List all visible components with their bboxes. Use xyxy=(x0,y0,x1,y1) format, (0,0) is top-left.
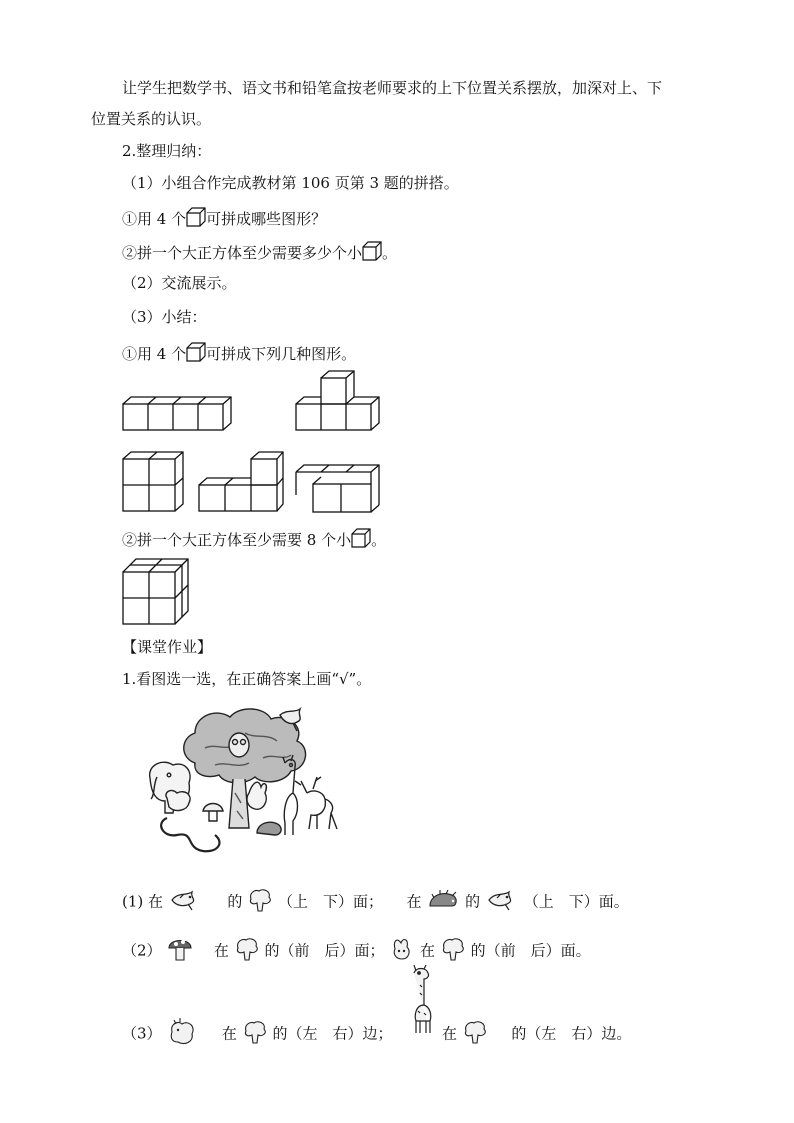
question-1 xyxy=(122,207,326,232)
question-1-post: 可拼成哪些图形？ xyxy=(206,210,327,228)
q1-num: (1) 在 xyxy=(122,892,164,911)
question-2-post: 。 xyxy=(382,244,398,262)
item-3: （3）小结： xyxy=(122,308,207,326)
tree-icon xyxy=(440,936,466,967)
q3-option-1: 的（左 右）边； xyxy=(272,1024,393,1043)
q1-zai-2: 在 xyxy=(406,892,422,911)
q1-option-1: （上 下）面； xyxy=(277,892,383,911)
cube-icon xyxy=(186,207,206,232)
q3-zai-1: 在 xyxy=(221,1024,237,1043)
answer-2-post: 。 xyxy=(371,531,387,549)
section-title: 2.整理归纳： xyxy=(122,142,212,160)
mushroom-icon xyxy=(166,934,194,969)
q3-zai-2: 在 xyxy=(442,1024,458,1043)
cube-icon xyxy=(362,241,382,266)
q2-option-2: 的（前 后）面。 xyxy=(470,941,591,960)
bird-icon xyxy=(168,888,202,917)
para-line-1: 让学生把数学书、语文书和铅笔盒按老师要求的上下位置关系摆放，加深对上、下 xyxy=(122,79,663,97)
homework-heading: 【课堂作业】 xyxy=(122,638,213,656)
question-2 xyxy=(122,241,397,266)
homework-question-1 xyxy=(122,887,629,918)
answer-2-pre: ②拼一个大正方体至少需要 8 个小 xyxy=(122,531,352,549)
tree-icon xyxy=(462,1019,488,1050)
hedgehog-icon xyxy=(426,888,460,917)
cubes-l-figure xyxy=(196,450,286,513)
monkey-icon xyxy=(166,1018,198,1051)
cubes-row-figure xyxy=(120,395,235,433)
bird-icon xyxy=(485,888,519,917)
homework-task-1: 1.看图选一选，在正确答案上画“√”。 xyxy=(122,670,372,688)
big-cube-figure xyxy=(120,556,192,628)
tree-icon xyxy=(234,936,260,967)
cubes-t-figure xyxy=(293,370,383,433)
homework-question-3 xyxy=(122,1018,631,1051)
q1-de-2: 的 xyxy=(465,892,481,911)
q2-zai-1: 在 xyxy=(213,941,229,960)
q2-option-1: 的（前 后）面； xyxy=(264,941,385,960)
homework-question-2 xyxy=(122,934,591,969)
q3-num: （3） xyxy=(122,1024,162,1043)
answer-2 xyxy=(122,528,386,553)
answer-1-pre: ①用 4 个 xyxy=(122,345,187,363)
item-1: （1）小组合作完成教材第 106 页第 3 题的拼搭。 xyxy=(122,174,459,192)
answer-1-post: 可拼成下列几种图形。 xyxy=(206,345,357,363)
question-1-pre: ①用 4 个 xyxy=(122,210,187,228)
answer-1 xyxy=(122,342,356,367)
question-2-pre: ②拼一个大正方体至少需要多少个小 xyxy=(122,244,363,262)
tree-icon xyxy=(242,1019,268,1050)
q3-option-2: 的（左 右）边。 xyxy=(511,1024,632,1043)
q2-num: （2） xyxy=(122,941,162,960)
forest-animals-illustration xyxy=(145,703,350,863)
q1-option-2: （上 下）面。 xyxy=(523,892,629,911)
rabbit-icon xyxy=(389,935,415,968)
q2-zai-2: 在 xyxy=(420,941,436,960)
cube-icon xyxy=(186,342,206,367)
tree-icon xyxy=(247,887,273,918)
cube-icon xyxy=(351,528,371,553)
cubes-staggered-figure xyxy=(293,462,383,514)
para-line-2: 位置关系的认识。 xyxy=(91,110,212,128)
q1-de-1: 的 xyxy=(227,892,243,911)
item-2: （2）交流展示。 xyxy=(122,274,237,292)
cubes-square-figure xyxy=(120,450,185,513)
